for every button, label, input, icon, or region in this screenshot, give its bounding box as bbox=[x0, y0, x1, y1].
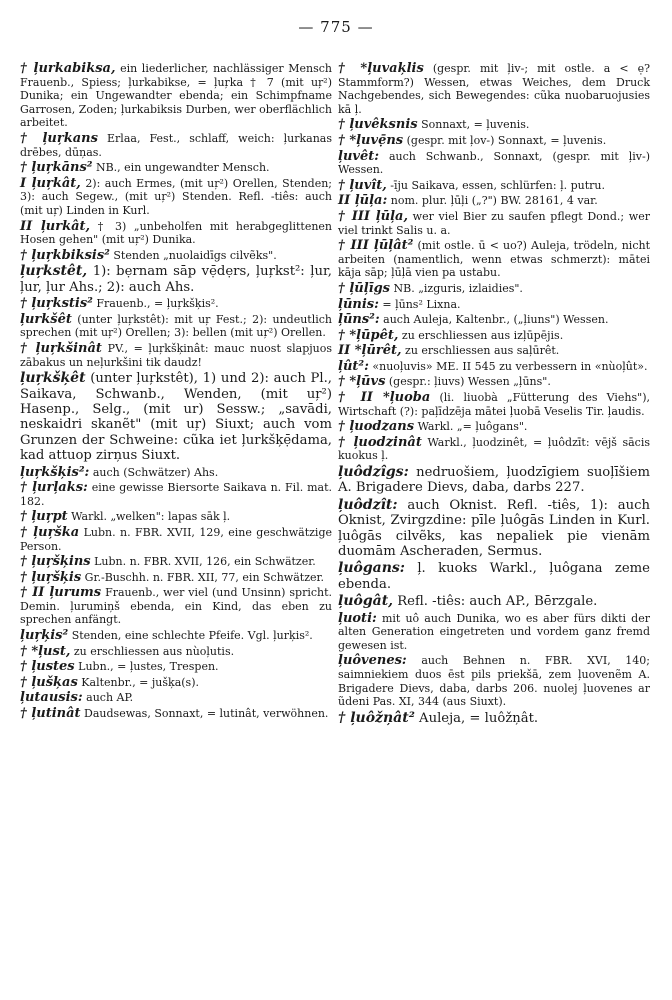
entry-headword: ļuôgans: bbox=[338, 560, 405, 577]
entry-definition: † 3) „unbeholfen mit herabgeglittenen Hosen gehen" (mit uŗ²) Dunika. bbox=[20, 219, 333, 247]
dictionary-entry bbox=[338, 360, 650, 374]
entry-definition: ļ. kuoks Warkl., ļuôgana zeme ebenda. bbox=[338, 561, 650, 592]
dictionary-entry bbox=[20, 660, 332, 674]
entry-headword: ļuŗķis² bbox=[20, 628, 69, 644]
entry-definition: (unter ļuŗkstêt), 1) und 2): auch Pl., Saikava, Schwanb., Wenden, (mit uŗ²) Hasenp., Selg., (mit ur) Sessw.; „savādi, neskaidri skanẽt" (mit uŗ) Siuxt; auch vom Grunzen der Schweine: cũka iet ļurkšķẹ̄dama, kad attuop zirņus Siuxt. bbox=[20, 371, 332, 464]
dictionary-entry bbox=[338, 150, 650, 177]
entry-definition: auch (Schwätzer) Ahs. bbox=[92, 465, 219, 479]
entry-definition: 2): auch Ermes, (mit uŗ²) Orellen, Stenden; 3): auch Segew., (mit uŗ²) Stenden. Refl. -tiês: auch (mit uŗ) Linden in Kurl. bbox=[20, 176, 333, 217]
entry-definition: NB., ein ungewandter Mensch. bbox=[95, 161, 270, 175]
entry-headword: † ļušķas bbox=[20, 674, 78, 690]
entry-definition: mit uô auch Dunika, wo es aber fürs dikti der alten Generation eingetreten und vordem ganz fremd gewesen ist. bbox=[338, 611, 650, 652]
page-number: — 775 — bbox=[298, 18, 374, 36]
entry-headword: † ļuvêksnis bbox=[338, 117, 418, 133]
entry-definition: -īju Saikava, essen, schlürfen: ļ. putru. bbox=[390, 178, 605, 192]
dictionary-entry bbox=[20, 371, 332, 463]
entry-definition: Warkl. „= ļuôgans". bbox=[417, 420, 528, 434]
dictionary-entry bbox=[338, 194, 650, 208]
entry-definition: PV., = ļuŗkšķinât: mauc nuost slapjuos zābakus un neļurkšini tik daudz! bbox=[20, 341, 333, 369]
entry-definition: (unter ļuŗkstêt): mit uŗ Fest.; 2): undeutlich sprechen (mit uŗ²) Orellen; 3): bellen (mit uŗ²) Orellen. bbox=[20, 312, 333, 340]
entry-headword: † ļuŗpt bbox=[20, 509, 68, 525]
dictionary-entry bbox=[20, 297, 332, 311]
entry-headword: † ļurkabiksa, bbox=[20, 61, 116, 76]
entry-headword: ļuôvenes: bbox=[338, 653, 407, 669]
dictionary-entry bbox=[338, 329, 650, 343]
dictionary-entry bbox=[338, 436, 650, 463]
entry-definition: NB. „izguris, izlaidies". bbox=[393, 281, 523, 295]
dictionary-entry bbox=[338, 239, 650, 280]
entry-headword: † ļuvît, bbox=[338, 177, 387, 193]
entry-headword: † *ļust, bbox=[20, 643, 71, 659]
entry-headword: ļuoti: bbox=[338, 610, 377, 626]
dictionary-entry bbox=[338, 179, 650, 193]
entry-headword: † *ļūpêt, bbox=[338, 327, 399, 343]
entry-headword: ļurkšêt bbox=[20, 311, 72, 327]
entry-headword: † ļutinât bbox=[20, 706, 81, 722]
dictionary-entry bbox=[338, 594, 650, 609]
entry-headword: † III ļūļa, bbox=[338, 208, 408, 224]
entry-headword: ļuvêt: bbox=[338, 148, 380, 164]
entry-definition: auch Behnen n. FBR. XVI, 140; saimniekiem duos ēst pils priekšā, zem ļuovenẽm A. Brigadere Dievs, daba, darbs 206. nuolej ļuovenes ar ũdeni Pas. XI, 344 (aus Siuxt). bbox=[338, 654, 650, 709]
dictionary-entry bbox=[20, 342, 332, 369]
dictionary-entry bbox=[20, 220, 332, 247]
dictionary-entry bbox=[338, 498, 650, 560]
dictionary-entry bbox=[20, 264, 332, 295]
entry-definition: nedruošiem, ļuodzīgiem suoļīšiem A. Brigadere Dievs, daba, darbs 227. bbox=[338, 465, 650, 496]
entry-definition: Lubn. n. FBR. XVII, 129, eine geschwätzige Person. bbox=[20, 525, 333, 553]
entry-headword: † ļuŗkāns² bbox=[20, 160, 93, 176]
entry-headword: † ļuŗkstis² bbox=[20, 296, 93, 312]
dictionary-entry bbox=[20, 676, 332, 690]
entry-headword: ļuôdzît: bbox=[338, 496, 398, 513]
dictionary-entry bbox=[338, 420, 650, 434]
entry-headword: ļūns²: bbox=[338, 312, 380, 328]
dictionary-entry bbox=[338, 62, 650, 116]
entry-headword: † ļuŗšķins bbox=[20, 554, 91, 570]
entry-headword: I ļuŗkât, bbox=[20, 175, 81, 191]
entry-definition: Auleja, = luôžņât. bbox=[419, 710, 539, 726]
entry-headword: † II ļurums bbox=[20, 585, 102, 601]
entry-headword: II ļurkât, bbox=[20, 218, 91, 234]
dictionary-entry bbox=[20, 691, 332, 705]
entry-definition: Lubn., = ļustes, Trespen. bbox=[78, 660, 219, 674]
entry-definition: Warkl., ļuodzinêt, = ļuôdzīt: vējš sācis kuokus ļ. bbox=[338, 435, 650, 463]
dictionary-entry bbox=[20, 571, 332, 585]
dictionary-entry bbox=[20, 510, 332, 524]
entry-definition: nom. plur. ļūļi („?") BW. 28161, 4 var. bbox=[390, 194, 598, 208]
entry-definition: Frauenb., wer viel (und Unsinn) spricht. Demin. ļurumiņš ebenda, ein Kind, das eben zu sprechen anfängt. bbox=[20, 586, 333, 627]
entry-headword: † ļuŗšķis bbox=[20, 569, 82, 585]
dictionary-entry bbox=[338, 711, 650, 726]
entry-headword: ļuŗkstêt, bbox=[20, 263, 88, 280]
entry-definition: (gespr. mit ļiv-; mit ostle. a < ẹ? Stammform?) Wessen, etwas Weiches, dem Druck Nachgebendes, sich Bewegendes: cũka nuobaruojusies kā ļ. bbox=[338, 62, 650, 116]
dictionary-entry bbox=[338, 134, 650, 148]
entry-definition: auch AP. bbox=[86, 691, 134, 705]
entry-headword: ļutausis: bbox=[20, 690, 83, 706]
entry-definition: Kaltenbr., = jušķa(s). bbox=[81, 675, 199, 689]
entry-headword: † ļuŗška bbox=[20, 524, 80, 540]
dictionary-entry bbox=[338, 282, 650, 296]
entry-headword: † ļuôžņât² bbox=[338, 709, 415, 726]
entry-definition: auch Oknist. Refl. -tiês, 1): auch Oknist, Zvirgzdine: pīle ļuôgās Linden in Kurl. ļuôgās cilvẽks, kas nepaliek pie vienām duomām Ascheraden, Sermus. bbox=[338, 497, 650, 560]
dictionary-entry bbox=[20, 132, 332, 159]
entry-headword: † III ļūļât² bbox=[338, 238, 414, 254]
entry-definition: (mit ostle. ū < uo?) Auleja, trödeln, nicht arbeiten (namentlich, wenn etwas schmerzt): mātei kāja sāp; ļūļā vien pa ustabu. bbox=[338, 239, 650, 280]
entry-headword: ļūnis: bbox=[338, 296, 379, 312]
entry-headword: † II *ļuoba bbox=[338, 390, 431, 406]
entry-definition: zu erschliessen aus izļūpējis. bbox=[401, 328, 564, 342]
dictionary-entry bbox=[20, 249, 332, 263]
dictionary-entry bbox=[338, 465, 650, 496]
dictionary-entry bbox=[338, 654, 650, 708]
entry-definition: zu erschliessen aus nùoļutis. bbox=[73, 644, 235, 658]
entry-headword: ļuŗkšķêt bbox=[20, 370, 86, 387]
entry-headword: † ļuŗkans bbox=[20, 130, 98, 146]
entry-headword: ļuŗkšķis²: bbox=[20, 464, 90, 480]
dictionary-entry bbox=[20, 629, 332, 643]
dictionary-entry bbox=[338, 118, 650, 132]
dictionary-entry bbox=[338, 375, 650, 389]
dictionary-entry bbox=[20, 586, 332, 627]
entry-headword: ļuôgât, bbox=[338, 593, 394, 610]
entry-headword: † ļurļaks: bbox=[20, 480, 88, 496]
dictionary-entry bbox=[338, 612, 650, 653]
entry-definition: wer viel Bier zu saufen pflegt Dond.; wer viel trinkt Salis u. a. bbox=[338, 209, 650, 237]
entry-definition: Stenden, eine schlechte Pfeife. Vgl. ļurķis². bbox=[71, 629, 313, 643]
dictionary-entry bbox=[20, 161, 332, 175]
entry-headword: † ļustes bbox=[20, 659, 75, 675]
dictionary-entry bbox=[20, 645, 332, 659]
entry-definition: Gr.-Buschh. n. FBR. XII, 77, ein Schwätzer. bbox=[84, 570, 325, 584]
entry-headword: † ļuodzinât bbox=[338, 434, 422, 450]
entry-headword: † *ļuvẹ̄ns bbox=[338, 132, 404, 148]
entry-headword: † *ļuvaķlis bbox=[338, 61, 424, 76]
right-column bbox=[338, 62, 650, 728]
entry-definition: 1): bẹrnam sāp vẹ̄dẹrs, ļuŗkst²: ļur, ļur, ļur Ahs.; 2): auch Ahs. bbox=[20, 264, 332, 295]
dictionary-entry bbox=[338, 210, 650, 237]
entry-definition: Stenden „nuolaidīgs cilvẽks". bbox=[113, 248, 277, 262]
entry-headword: ļuôdzîgs: bbox=[338, 464, 409, 481]
dictionary-entry bbox=[338, 298, 650, 312]
entry-headword: ļût²: bbox=[338, 358, 369, 374]
entry-definition: (li. liuobà „Fütterung des Viehs"), Wirtschaft (?): paļīdzēja mātei ļuobā Veselis Tir. ļaudis. bbox=[338, 391, 651, 418]
entry-definition: «nuoļuvis» ME. II 545 zu verbessern in «nùoļût». bbox=[372, 359, 648, 373]
entry-definition: Erlaa, Fest., schlaff, weich: ļurkanas drēbes, dūņas. bbox=[20, 131, 332, 159]
left-column bbox=[20, 62, 332, 723]
entry-definition: = ļūns² Lixna. bbox=[382, 297, 461, 311]
entry-headword: II *ļūrêt, bbox=[338, 343, 402, 359]
entry-definition: Lubn. n. FBR. XVII, 126, ein Schwätzer. bbox=[94, 555, 316, 569]
dictionary-entry bbox=[20, 313, 332, 340]
dictionary-entry bbox=[20, 62, 332, 130]
entry-definition: auch Schwanb., Sonnaxt, (gespr. mit ļiv-) Wessen. bbox=[338, 149, 650, 177]
dictionary-entry bbox=[338, 344, 650, 358]
dictionary-entry bbox=[338, 561, 650, 592]
dictionary-entry bbox=[20, 481, 332, 508]
entry-definition: Daudsewas, Sonnaxt, = lutinât, verwöhnen. bbox=[84, 707, 329, 721]
entry-definition: auch Auleja, Kaltenbr., („ļiuns") Wessen. bbox=[383, 313, 609, 327]
dictionary-entry bbox=[338, 391, 650, 418]
entry-headword: II ļūļa: bbox=[338, 193, 388, 209]
dictionary-entry bbox=[20, 555, 332, 569]
dictionary-entry bbox=[20, 707, 332, 721]
dictionary-entry bbox=[20, 177, 332, 218]
entry-definition: Sonnaxt, = ļuvenis. bbox=[421, 118, 530, 132]
entry-definition: (gespr.: ļiuvs) Wessen „ļūns". bbox=[388, 375, 551, 389]
dictionary-entry bbox=[20, 526, 332, 553]
entry-headword: † ļūļīgs bbox=[338, 280, 390, 296]
dictionary-entry bbox=[20, 466, 332, 480]
entry-definition: eine gewisse Biersorte Saikava n. Fil. mat. 182. bbox=[20, 481, 332, 508]
entry-definition: Warkl. „welken": lapas sāk ļ. bbox=[71, 510, 231, 524]
entry-definition: Frauenb., = ļuŗkšķis². bbox=[96, 297, 219, 311]
entry-definition: zu erschliessen aus saļūrêt. bbox=[405, 344, 560, 358]
entry-headword: † ļuodzans bbox=[338, 419, 415, 435]
entry-definition: Refl. -tiês: auch AP., Bērzgale. bbox=[397, 594, 598, 610]
entry-headword: † ļuŗkbiksis² bbox=[20, 247, 110, 263]
entry-definition: (gespr. mit ļov-) Sonnaxt, = ļuvenis. bbox=[406, 133, 607, 147]
entry-headword: † *ļūvs bbox=[338, 374, 386, 390]
dictionary-entry bbox=[338, 313, 650, 327]
entry-headword: † ļuŗkšinât bbox=[20, 340, 102, 356]
entry-definition: ein liederlicher, nachlässiger Mensch Frauenb., Spiess; ļurkabikse, = ļuŗka † 7 (mit uŗ²) Dunika; ein Ungewandter ebenda; ein Schimpfname Garrosen, Zoden; ļurkabiksis Durben, wer oberflächlich arbeitet. bbox=[20, 62, 332, 130]
